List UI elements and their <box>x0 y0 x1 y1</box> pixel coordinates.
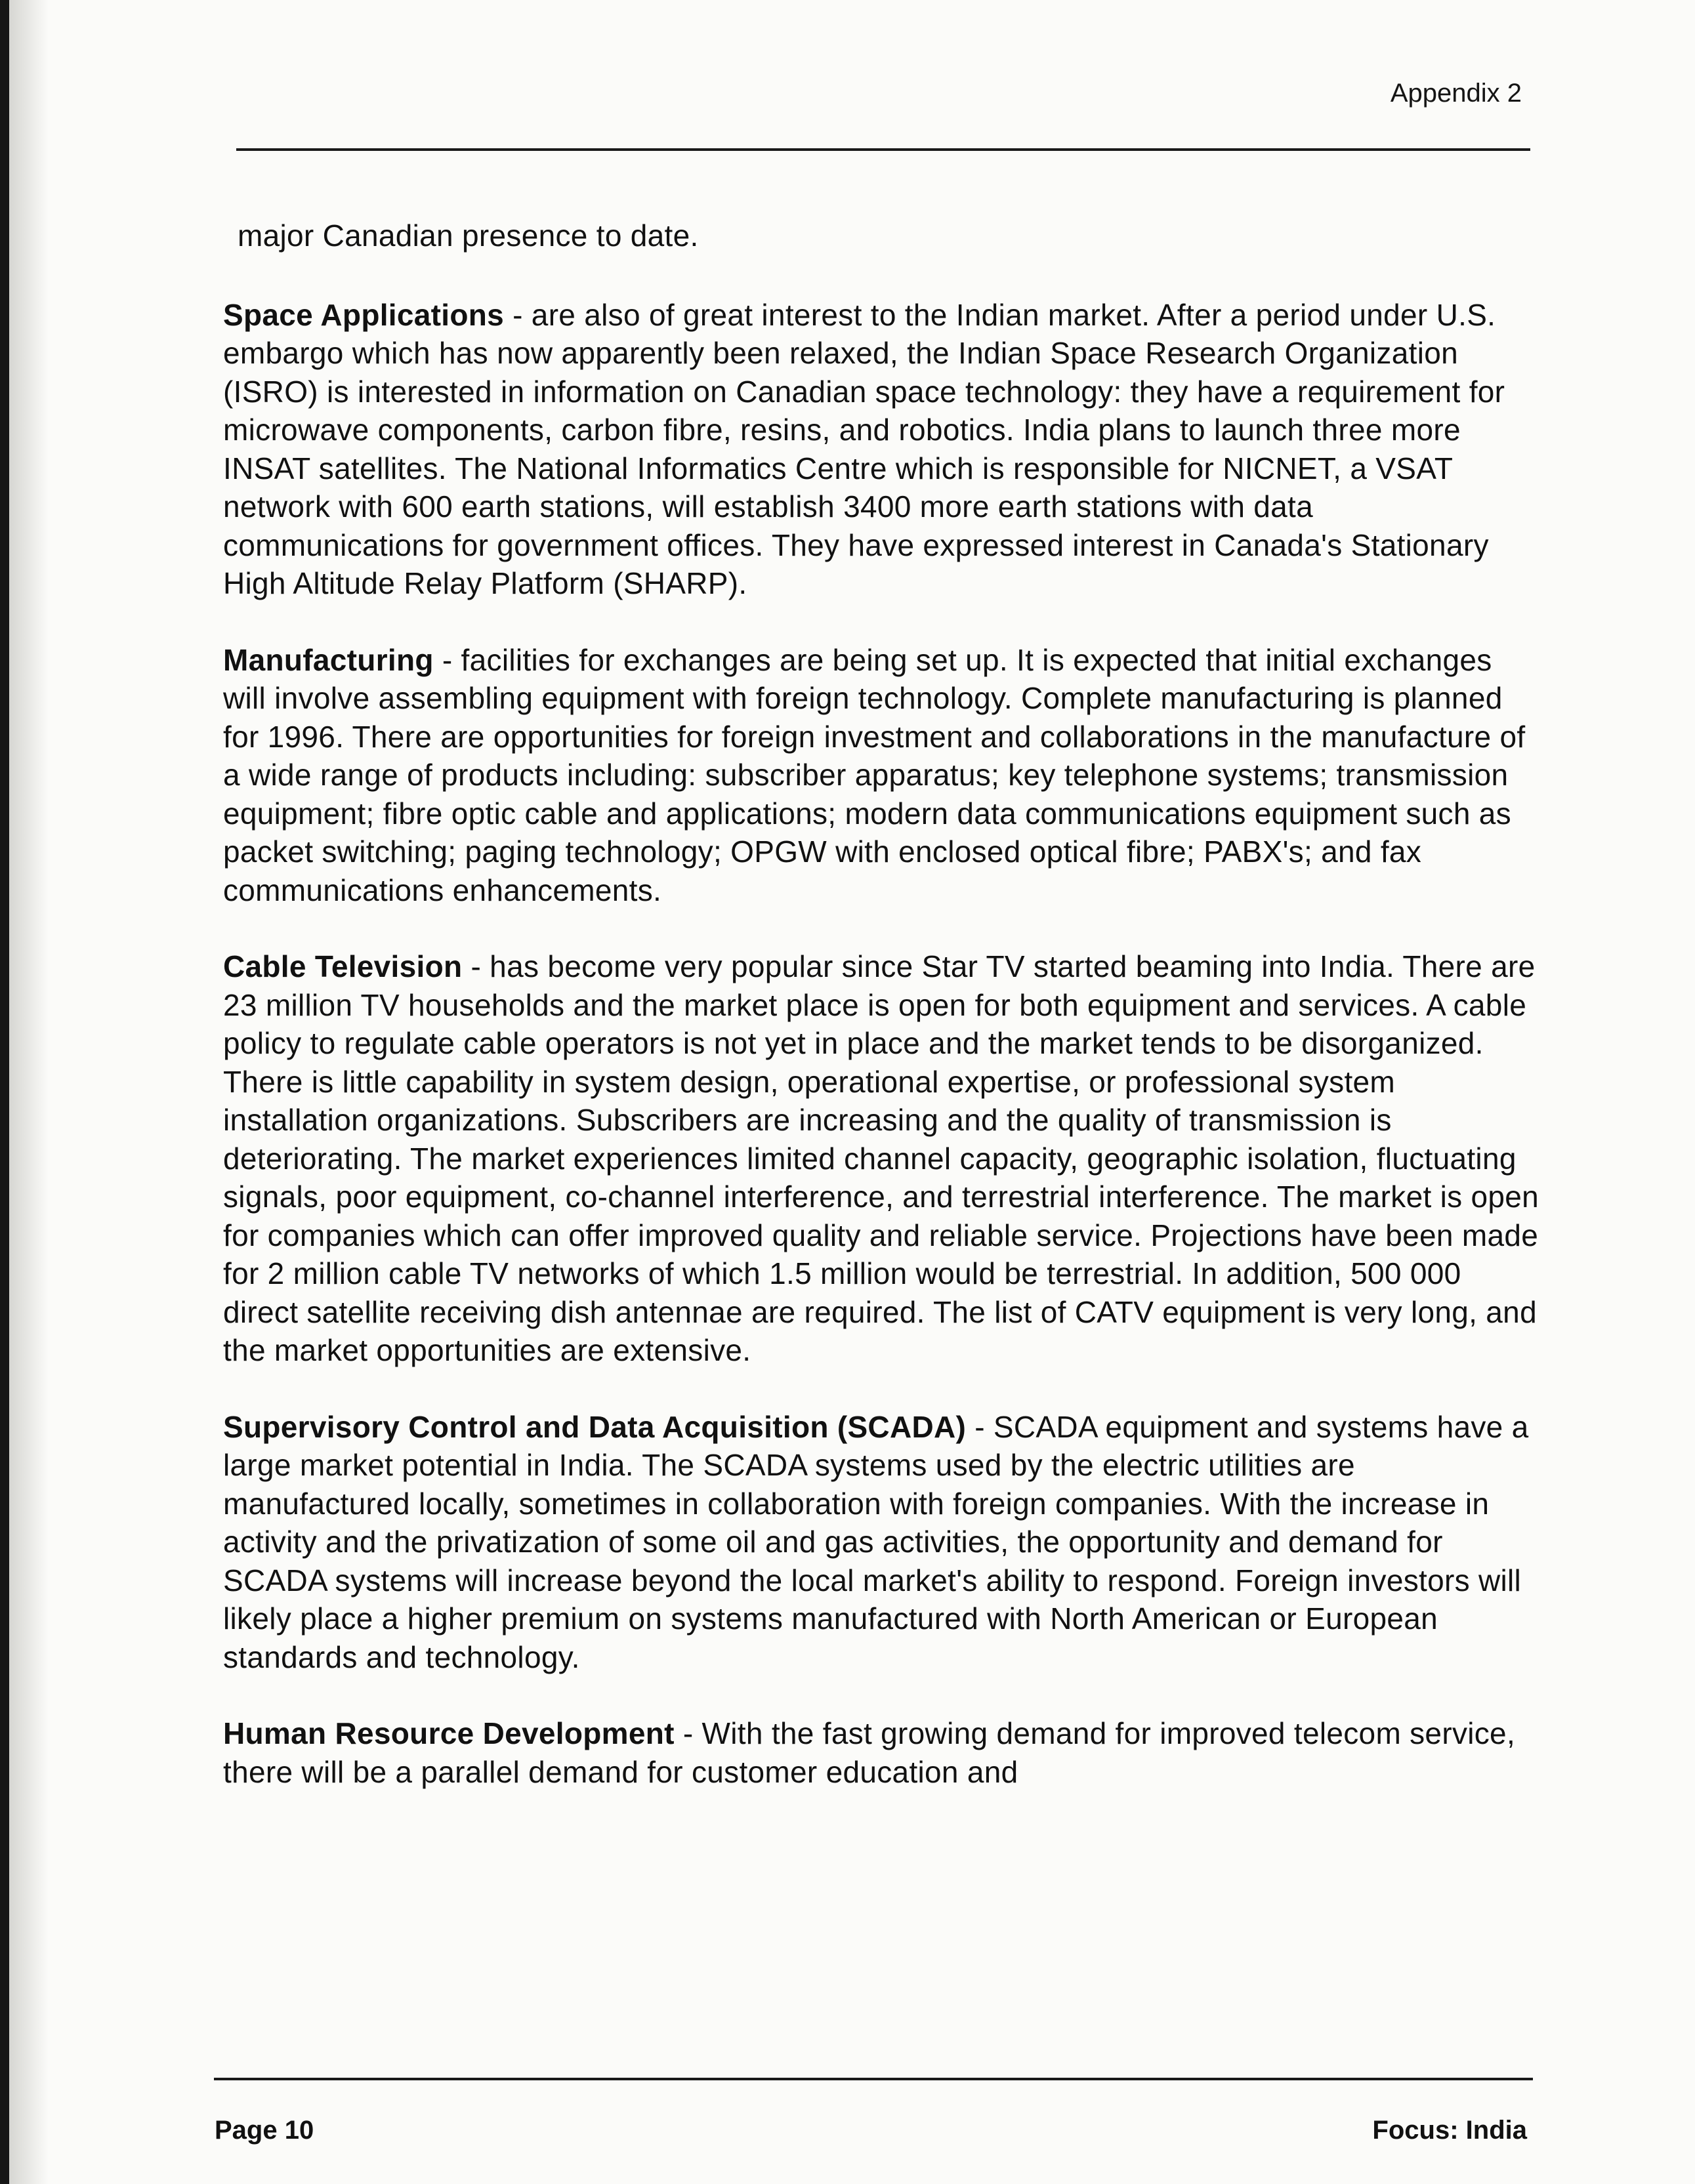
section-space-applications <box>223 296 1542 603</box>
header-rule <box>236 148 1530 151</box>
section-text: - facilities for exchanges are being set up. It is expected that initial exchanges will involve assembling equipment with foreign technology. Complete manufacturing is planned for 1996. There are opportunities for foreign investment and collaborations in the manufacture of a wide range of products including: subscriber apparatus; key telephone systems; transmission equipment; fibre optic cable and applications; modern data communications equipment such as packet switching; paging technology; OPGW with enclosed optical fibre; PABX's; and fax communications enhancements. <box>223 642 1526 907</box>
section-cable-television <box>223 947 1542 1370</box>
section-heading: Space Applications <box>223 297 505 332</box>
section-text: - With the fast growing demand for improved telecom service, there will be a parallel demand for customer education and <box>223 1716 1516 1789</box>
section-manufacturing <box>223 641 1542 910</box>
section-text: - are also of great interest to the Indian market. After a period under U.S. embargo which has now apparently been relaxed, the Indian Space Research Organization (ISRO) is interested in information on Canadian space technology: they have a requirement for microwave components, carbon fibre, resins, and robotics. India plans to launch three more INSAT satellites. The National Informatics Centre which is responsible for NICNET, a VSAT network with 600 earth stations, will establish 3400 more earth stations with data communications for government offices. They have expressed interest in Canada's Stationary High Altitude Relay Platform (SHARP). <box>223 297 1505 600</box>
section-heading: Supervisory Control and Data Acquisition (SCADA) <box>223 1409 967 1444</box>
focus-label: Focus: India <box>1372 2116 1527 2145</box>
appendix-label: Appendix 2 <box>1390 79 1522 108</box>
page-number: Page 10 <box>215 2116 314 2145</box>
section-scada <box>223 1408 1542 1677</box>
section-text: - SCADA equipment and systems have a large market potential in India. The SCADA systems used by the electric utilities are manufactured locally, sometimes in collaboration with foreign companies. With the increase in activity and the privatization of some oil and gas activities, the opportunity and demand for SCADA systems will increase beyond the local market's ability to respond. Foreign investors will likely place a higher premium on systems manufactured with North American or European standards and technology. <box>223 1409 1529 1674</box>
document-body <box>223 216 1542 1829</box>
footer-rule <box>214 2078 1533 2080</box>
section-text: - has become very popular since Star TV started beaming into India. There are 23 million TV households and the market place is open for both equipment and services. A cable policy to regulate cable operators is not yet in place and the market tends to be disorganized. There is little capability in system design, operational expertise, or professional system installation organizations. Subscribers are increasing and the quality of transmission is deteriorating. The market experiences limited channel capacity, geographic isolation, fluctuating signals, poor equipment, co-channel interference, and terrestrial interference. The market is open for companies which can offer improved quality and reliable service. Projections have been made for 2 million cable TV networks of which 1.5 million would be terrestrial. In addition, 500 000 direct satellite receiving dish antennae are required. The list of CATV equipment is very long, and the market opportunities are extensive. <box>223 949 1539 1367</box>
scan-edge <box>0 0 9 2184</box>
scan-shadow <box>9 0 49 2184</box>
section-heading: Manufacturing <box>223 642 434 677</box>
section-human-resource-development <box>223 1714 1542 1791</box>
intro-paragraph: major Canadian presence to date. <box>238 218 699 253</box>
section-heading: Human Resource Development <box>223 1716 675 1750</box>
section-heading: Cable Television <box>223 949 463 983</box>
